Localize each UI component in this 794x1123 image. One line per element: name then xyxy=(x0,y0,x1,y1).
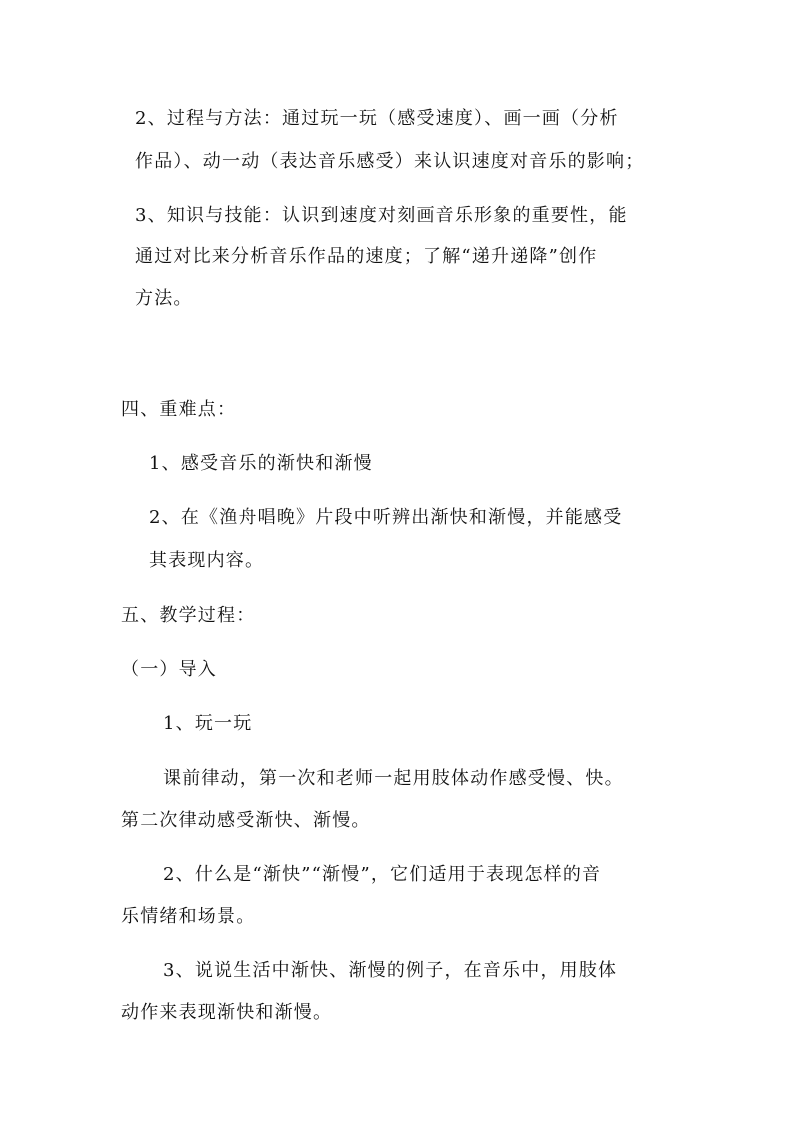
section-4-item-2-line-1: 2、在《渔舟唱晚》片段中听辨出渐快和渐慢，并能感受 xyxy=(149,507,623,528)
goal-3-line-2: 通过对比来分析音乐作品的速度；了解“递升递降”创作 xyxy=(135,246,598,267)
goal-2-line-2: 作品）、动一动（表达音乐感受）来认识速度对音乐的影响； xyxy=(135,151,645,172)
goal-2-line-1: 2、过程与方法：通过玩一玩（感受速度）、画一画（分析 xyxy=(135,108,619,129)
goal-3-line-3: 方法。 xyxy=(135,288,193,309)
step-1-line-1: 课前律动，第一次和老师一起用肢体动作感受慢、快。 xyxy=(163,768,624,789)
step-2-line-1: 2、什么是“渐快”“渐慢”，它们适用于表现怎样的音 xyxy=(163,864,602,885)
section-5-subheading: （一）导入 xyxy=(121,659,217,680)
step-1-title: 1、玩一玩 xyxy=(163,713,253,734)
step-3-line-1: 3、说说生活中渐快、渐慢的例子，在音乐中，用肢体 xyxy=(163,960,618,981)
section-4-item-2-line-2: 其表现内容。 xyxy=(149,550,265,571)
section-5-heading: 五、教学过程： xyxy=(121,605,256,626)
step-1-line-2: 第二次律动感受渐快、渐慢。 xyxy=(121,810,371,831)
section-4-heading: 四、重难点： xyxy=(121,399,237,420)
step-2-line-2: 乐情绪和场景。 xyxy=(121,906,256,927)
section-4-item-1: 1、感受音乐的渐快和渐慢 xyxy=(149,453,373,474)
step-3-line-2: 动作来表现渐快和渐慢。 xyxy=(121,1002,333,1023)
goal-3-line-1: 3、知识与技能：认识到速度对刻画音乐形象的重要性，能 xyxy=(135,205,628,226)
